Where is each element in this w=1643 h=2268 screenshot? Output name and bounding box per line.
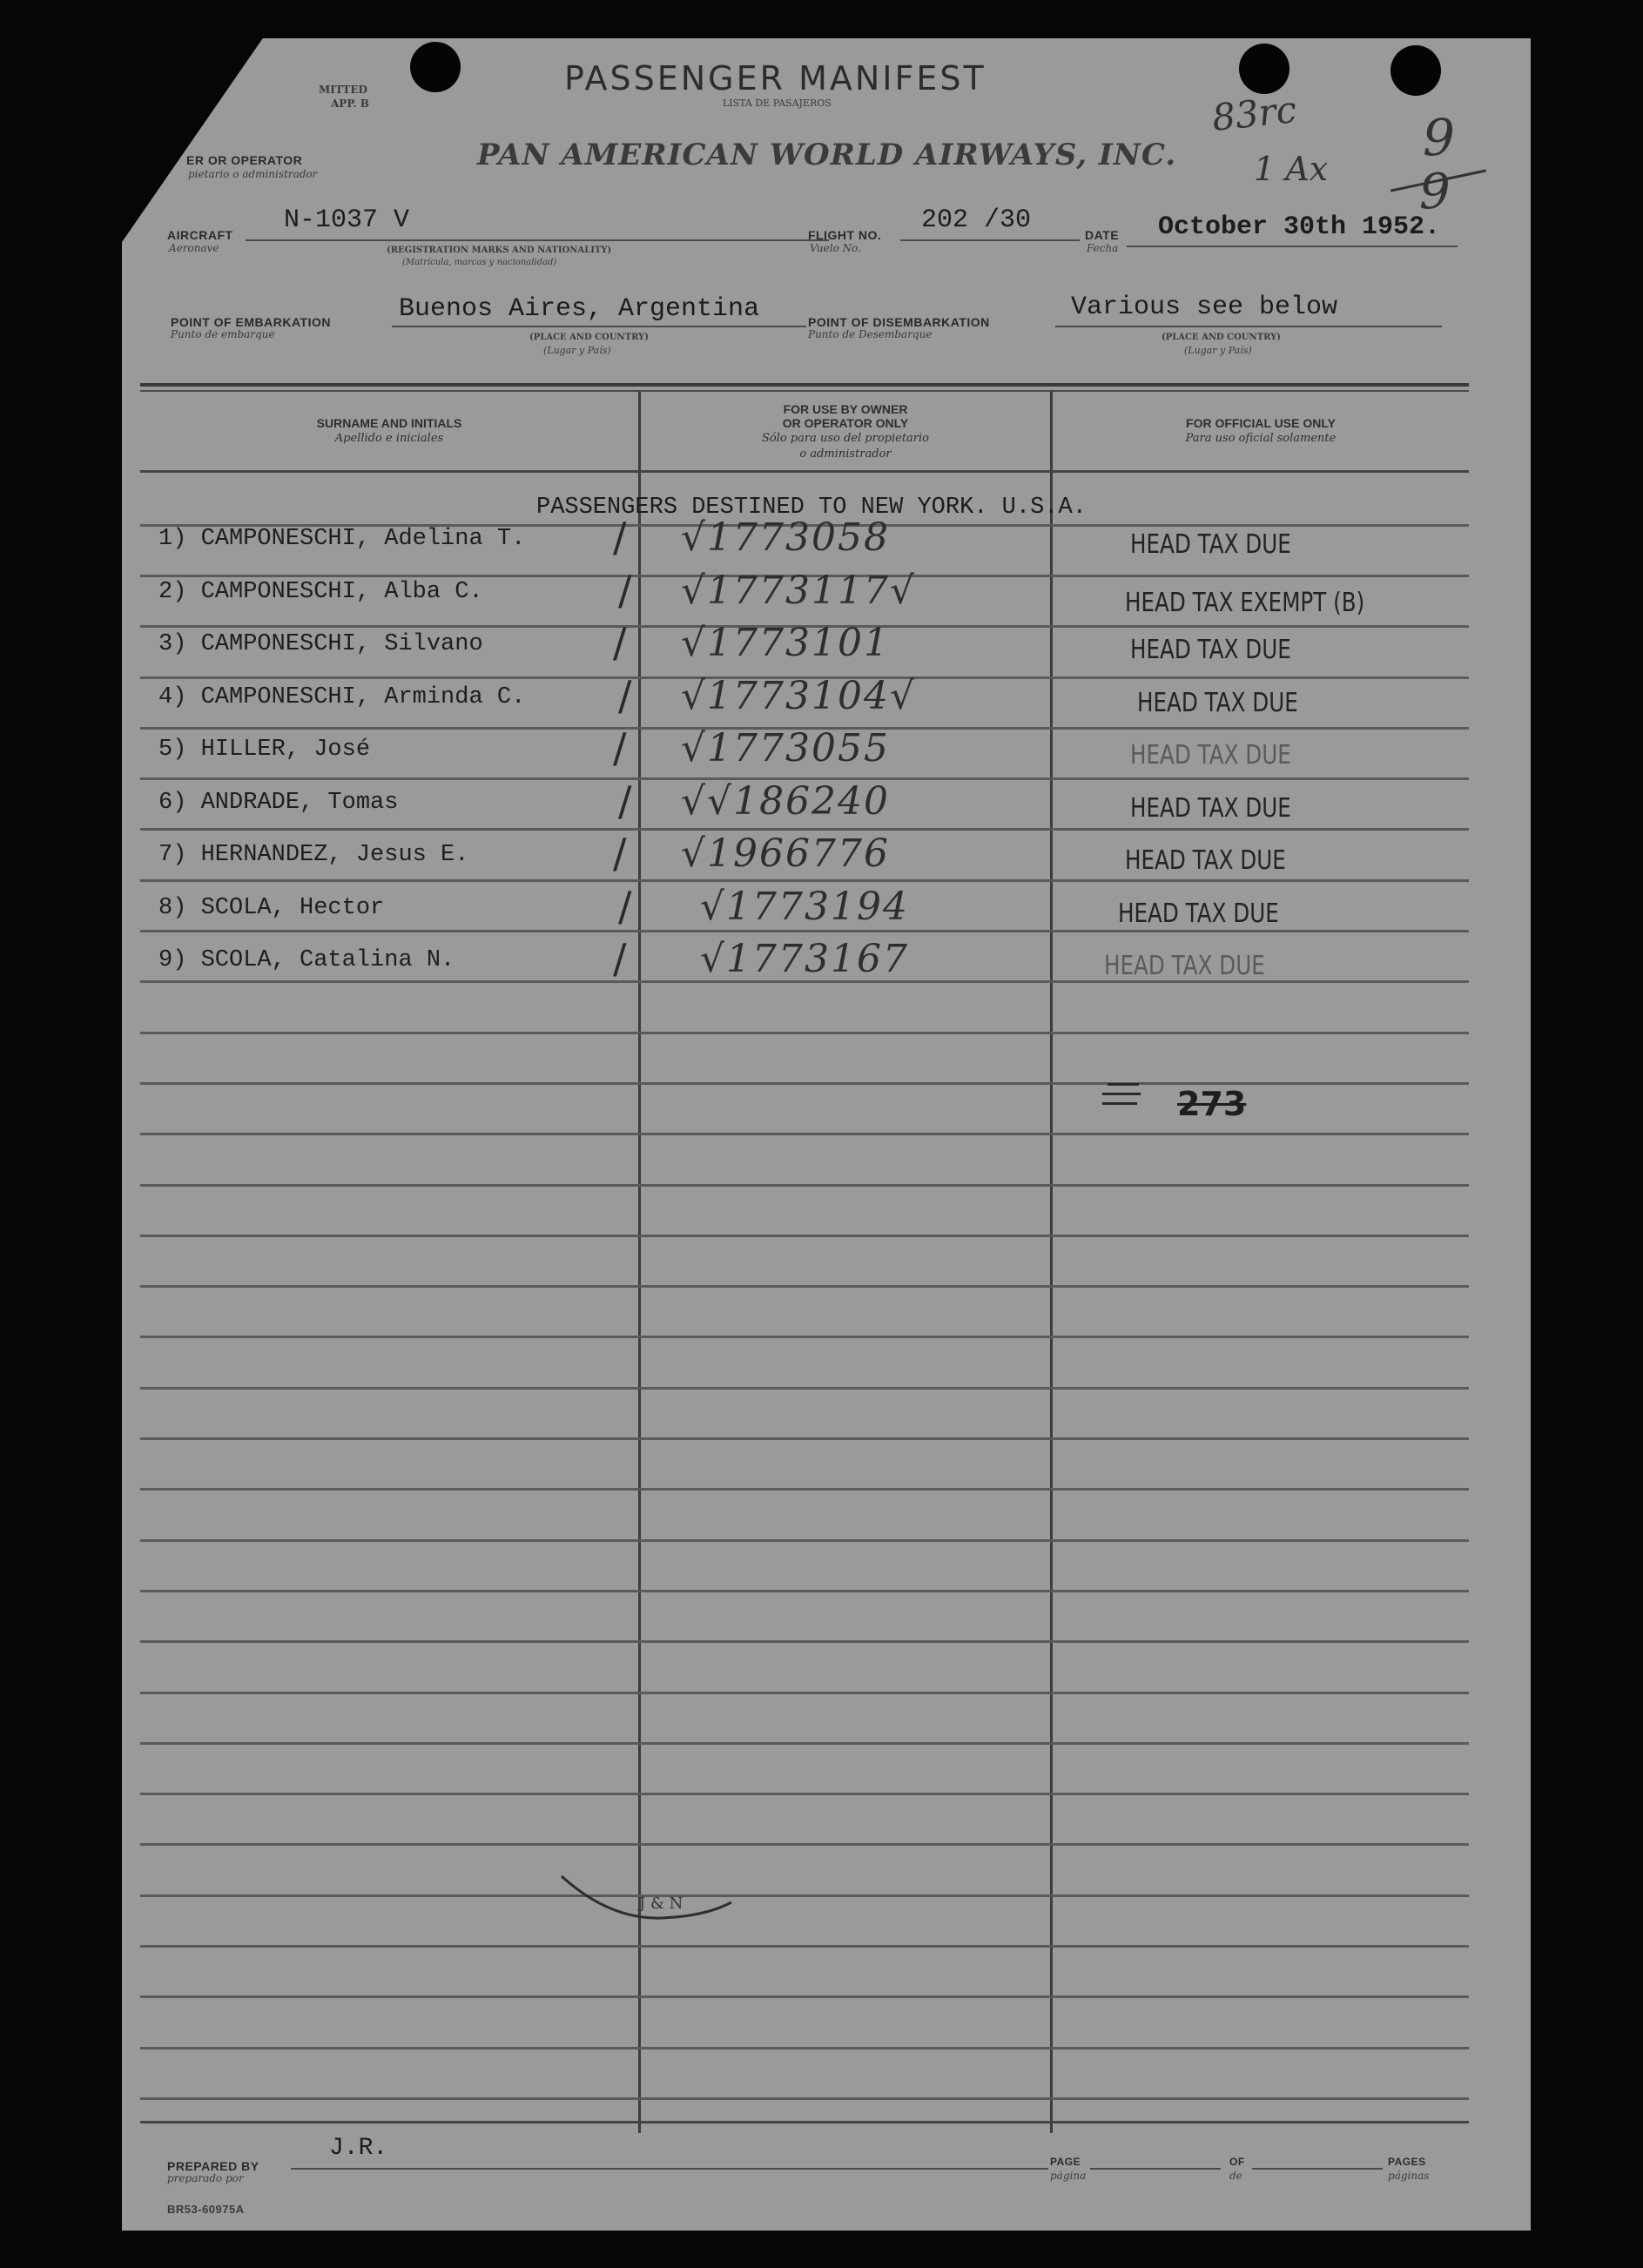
ruled-line — [140, 879, 1469, 882]
ruled-line — [140, 930, 1469, 932]
head-tax-status: HEAD TAX DUE — [1130, 529, 1291, 560]
ruled-line — [140, 1945, 1469, 1948]
embarkation-label: POINT OF EMBARKATION — [171, 315, 331, 329]
punch-hole-left — [410, 42, 461, 92]
column-header-owner-line2: OR OPERATOR ONLY — [782, 416, 909, 430]
head-tax-status: HEAD TAX DUE — [1104, 951, 1265, 981]
ruled-line — [140, 1336, 1469, 1338]
margin-note-2: 1 Ax — [1254, 150, 1329, 188]
check-tick-mark: / — [618, 777, 632, 824]
ticket-number: √1773104√ — [681, 674, 917, 718]
ruled-line — [140, 1387, 1469, 1390]
ruled-line — [140, 1285, 1469, 1288]
column-header-surname-label-es: Apellido e iniciales — [334, 432, 444, 445]
head-tax-status: HEAD TAX DUE — [1118, 898, 1279, 929]
of-underline — [1252, 2168, 1383, 2170]
column-header-owner-line1: FOR USE BY OWNER — [783, 402, 908, 416]
prepared-by-label-es: preparado por — [167, 2172, 244, 2184]
table-top-border-2 — [140, 390, 1469, 392]
check-tick-mark: / — [618, 883, 632, 930]
ruled-line — [140, 1692, 1469, 1694]
passenger-name: 6) ANDRADE, Tomas — [158, 790, 399, 816]
aircraft-value: N-1037 V — [284, 205, 410, 235]
date-underline — [1127, 246, 1458, 247]
date-label: DATE — [1085, 228, 1120, 242]
embark-place-caption: (PLACE AND COUNTRY) — [529, 333, 650, 342]
aircraft-label: AIRCRAFT — [167, 228, 233, 242]
ruled-line — [140, 1133, 1469, 1135]
passenger-name: 2) CAMPONESCHI, Alba C. — [158, 579, 483, 605]
ruled-line — [140, 828, 1469, 831]
check-tick-mark: / — [613, 935, 627, 982]
head-tax-status: HEAD TAX DUE — [1125, 845, 1286, 876]
footer-border — [140, 2121, 1469, 2123]
column-header-official-label: FOR OFFICIAL USE ONLY — [1186, 416, 1336, 430]
flight-value: 202 /30 — [921, 205, 1032, 235]
embark-place-caption-es: (Lugar y País) — [543, 345, 611, 356]
disembarkation-label: POINT OF DISEMBARKATION — [808, 315, 990, 329]
registration-caption-es: (Matrícula, marcas y nacionalidad) — [402, 258, 557, 267]
punch-hole-middle — [1239, 44, 1289, 94]
column-header-owner — [641, 402, 1050, 461]
page-fraction-bottom: 9 — [1419, 164, 1451, 220]
registration-caption: (REGISTRATION MARKS AND NATIONALITY) — [387, 246, 612, 255]
passenger-name: 9) SCOLA, Catalina N. — [158, 947, 455, 973]
punch-hole-right — [1390, 45, 1441, 96]
check-tick-mark: / — [613, 514, 627, 561]
of-label: OF — [1229, 2156, 1245, 2168]
passenger-name: 7) HERNANDEZ, Jesus E. — [158, 842, 469, 868]
operator-label-es: pietario o administrador — [188, 168, 318, 180]
check-tick-mark: / — [618, 672, 632, 719]
page-label: PAGE — [1050, 2156, 1081, 2168]
column-header-owner-es-line1: Sólo para uso del propietario — [761, 432, 930, 445]
check-tick-mark: / — [618, 567, 632, 614]
check-tick-mark: / — [613, 724, 627, 771]
head-tax-status: HEAD TAX DUE — [1130, 635, 1291, 665]
passenger-name: 5) HILLER, José — [158, 737, 371, 763]
ticket-number: √1773194 — [700, 885, 909, 929]
ruled-line — [140, 1640, 1469, 1643]
tally-strike-marks — [1102, 1083, 1141, 1105]
date-value: October 30th 1952. — [1158, 212, 1441, 242]
destined-note: PASSENGERS DESTINED TO NEW YORK. U.S.A. — [536, 495, 1087, 521]
ruled-line — [140, 1590, 1469, 1592]
disembarkation-underline — [1055, 326, 1442, 327]
ruled-line — [140, 1894, 1469, 1897]
date-label-es: Fecha — [1087, 242, 1119, 254]
form-authority-line1: MITTED — [319, 84, 367, 96]
ticket-number: √1773055 — [681, 726, 890, 771]
column-header-owner-es-line2: o administrador — [799, 448, 892, 461]
pages-label-es: páginas — [1388, 2170, 1430, 2182]
passenger-name: 3) CAMPONESCHI, Silvano — [158, 631, 483, 657]
ticket-number: √1773101 — [681, 621, 890, 665]
column-header-official-label-es: Para uso oficial solamente — [1185, 432, 1337, 445]
ruled-line — [140, 1539, 1469, 1542]
flight-label-es: Vuelo No. — [810, 242, 861, 254]
column-header-surname — [140, 416, 638, 446]
ticket-number: √√186240 — [681, 779, 891, 824]
ruled-line — [140, 1032, 1469, 1034]
ruled-line — [140, 1793, 1469, 1795]
ticket-number: √1773117√ — [681, 569, 917, 613]
check-tick-mark: / — [613, 619, 627, 666]
ruled-line — [140, 1235, 1469, 1237]
prepared-by-underline — [291, 2168, 1048, 2170]
check-tick-mark: / — [613, 830, 627, 877]
pages-label: PAGES — [1388, 2156, 1426, 2168]
of-label-es: de — [1229, 2170, 1242, 2182]
flight-underline — [900, 239, 1080, 241]
airline-name: PAN AMERICAN WORLD AIRWAYS, INC. — [477, 138, 1177, 172]
prepared-by-value: J.R. — [329, 2135, 388, 2162]
head-tax-status: HEAD TAX DUE — [1137, 688, 1298, 718]
head-tax-status: HEAD TAX DUE — [1130, 793, 1291, 824]
flight-label: FLIGHT NO. — [808, 228, 882, 242]
column-divider-2 — [1050, 392, 1053, 2133]
ruled-line — [140, 2047, 1469, 2049]
disembark-place-caption: (PLACE AND COUNTRY) — [1162, 333, 1282, 342]
ruled-line — [140, 1843, 1469, 1846]
page-underline — [1090, 2168, 1221, 2170]
aircraft-underline — [246, 239, 829, 241]
column-header-surname-label: SURNAME AND INITIALS — [316, 416, 462, 430]
disembark-place-caption-es: (Lugar y País) — [1184, 345, 1252, 356]
form-number: BR53-60975A — [167, 2203, 245, 2216]
passenger-name: 8) SCOLA, Hector — [158, 895, 385, 921]
ruled-line — [140, 1437, 1469, 1440]
form-authority-line2: APP. B — [331, 98, 369, 110]
ruled-line — [140, 2097, 1469, 2100]
embarkation-value: Buenos Aires, Argentina — [399, 294, 760, 324]
ticket-number: √1773058 — [681, 515, 890, 560]
passenger-name: 1) CAMPONESCHI, Adelina T. — [158, 526, 526, 552]
ruled-line — [140, 1184, 1469, 1187]
table-top-border — [140, 383, 1469, 387]
disembarkation-label-es: Punto de Desembarque — [808, 328, 933, 340]
ticket-number: √1966776 — [681, 831, 890, 876]
head-tax-status: HEAD TAX DUE — [1130, 740, 1291, 771]
ruled-line — [140, 1742, 1469, 1745]
prepared-by-label: PREPARED BY — [167, 2159, 259, 2173]
column-header-official — [1053, 416, 1469, 446]
ruled-line — [140, 1995, 1469, 1998]
ruled-line — [140, 470, 1469, 473]
page-fraction-top: 9 — [1423, 108, 1455, 167]
embarkation-underline — [392, 326, 806, 327]
aircraft-label-es: Aeronave — [169, 242, 219, 254]
operator-label: ER OR OPERATOR — [186, 153, 303, 167]
ticket-number: √1773167 — [700, 937, 909, 981]
initials-mark: J & N — [639, 1894, 683, 1913]
manifest-title-es: LISTA DE PASAJEROS — [723, 98, 832, 109]
ruled-line — [140, 1488, 1469, 1491]
page-label-es: página — [1050, 2170, 1087, 2182]
ruled-line — [140, 1082, 1469, 1085]
tally-number: 273 — [1177, 1085, 1247, 1123]
disembarkation-value: Various see below — [1071, 293, 1338, 322]
embarkation-label-es: Punto de embarque — [171, 328, 275, 340]
manifest-title: PASSENGER MANIFEST — [564, 59, 986, 98]
passenger-name: 4) CAMPONESCHI, Arminda C. — [158, 684, 526, 710]
head-tax-status: HEAD TAX EXEMPT (B) — [1125, 588, 1365, 618]
margin-note-1: 83rc — [1209, 88, 1299, 139]
